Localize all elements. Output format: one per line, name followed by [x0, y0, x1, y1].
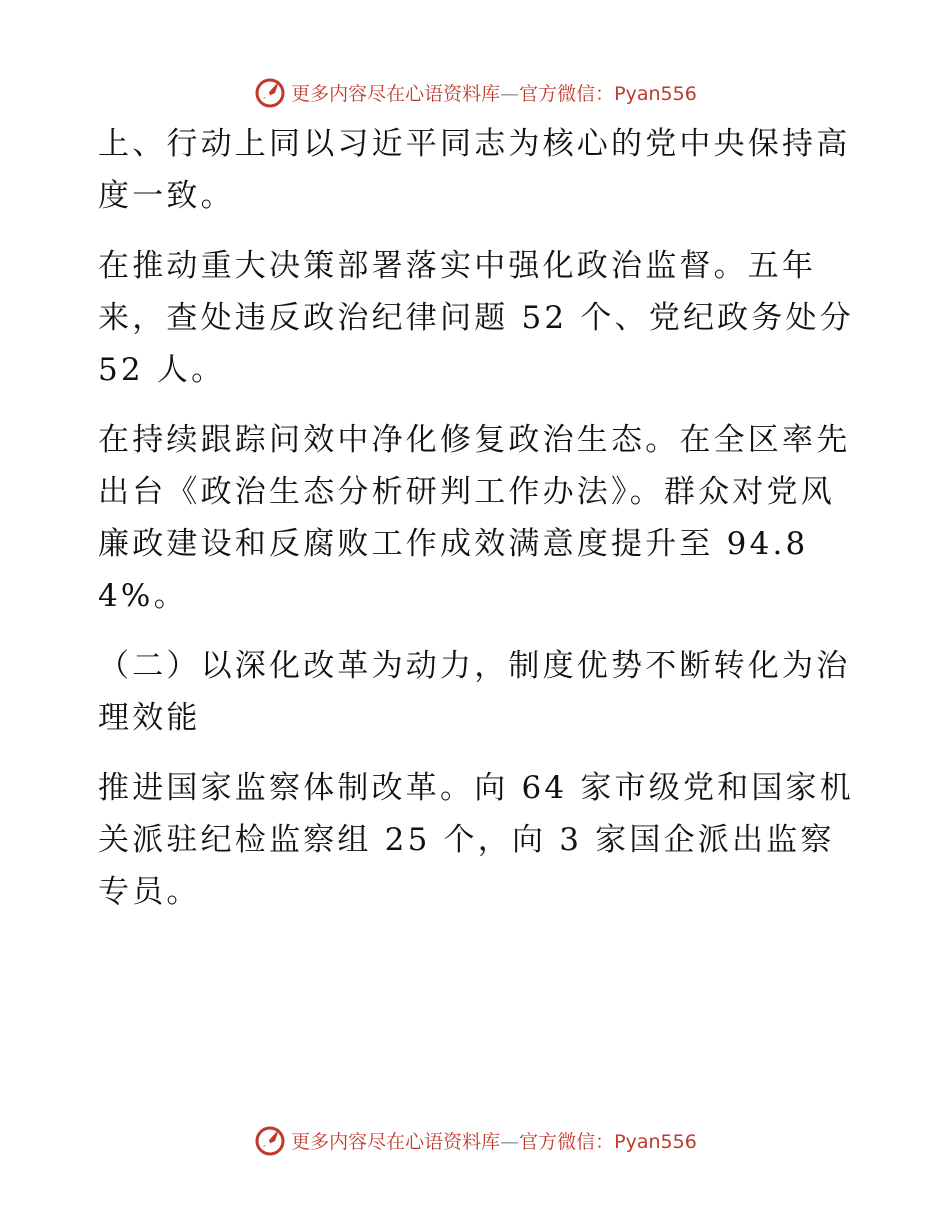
- paragraph-2: 在推动重大决策部署落实中强化政治监督。五年来，查处违反政治纪律问题 52 个、党纪政务处分 52 人。: [98, 248, 854, 388]
- watermark-separator: —: [500, 1130, 520, 1153]
- watermark-text: [291, 1127, 697, 1154]
- footer-watermark: [0, 1120, 950, 1160]
- paragraph-4: 推进国家监察体制改革。向 64 家市级党和国家机关派驻纪检监察组 25 个，向 3 家国企派出监察专员。: [98, 770, 854, 910]
- quill-logo-icon: [253, 75, 287, 109]
- header-watermark: [0, 72, 950, 112]
- watermark-contact: 官方微信：Pyan556: [519, 1130, 697, 1153]
- paragraph-3: 在持续跟踪问效中净化修复政治生态。在全区率先出台《政治生态分析研判工作办法》。群众对党风廉政建设和反腐败工作成效满意度提升至 94.84%。: [98, 422, 851, 614]
- watermark-contact: 官方微信：Pyan556: [519, 82, 697, 105]
- quill-logo-icon: [253, 1123, 287, 1157]
- watermark-main: 更多内容尽在心语资料库: [291, 82, 501, 105]
- paragraph-1: 上、行动上同以习近平同志为核心的党中央保持高度一致。: [98, 126, 851, 214]
- watermark-separator: —: [500, 82, 520, 105]
- watermark-text: [291, 79, 697, 106]
- document-body: [98, 118, 858, 936]
- watermark-main: 更多内容尽在心语资料库: [291, 1130, 501, 1153]
- section-heading: （二）以深化改革为动力，制度优势不断转化为治理效能: [98, 648, 851, 736]
